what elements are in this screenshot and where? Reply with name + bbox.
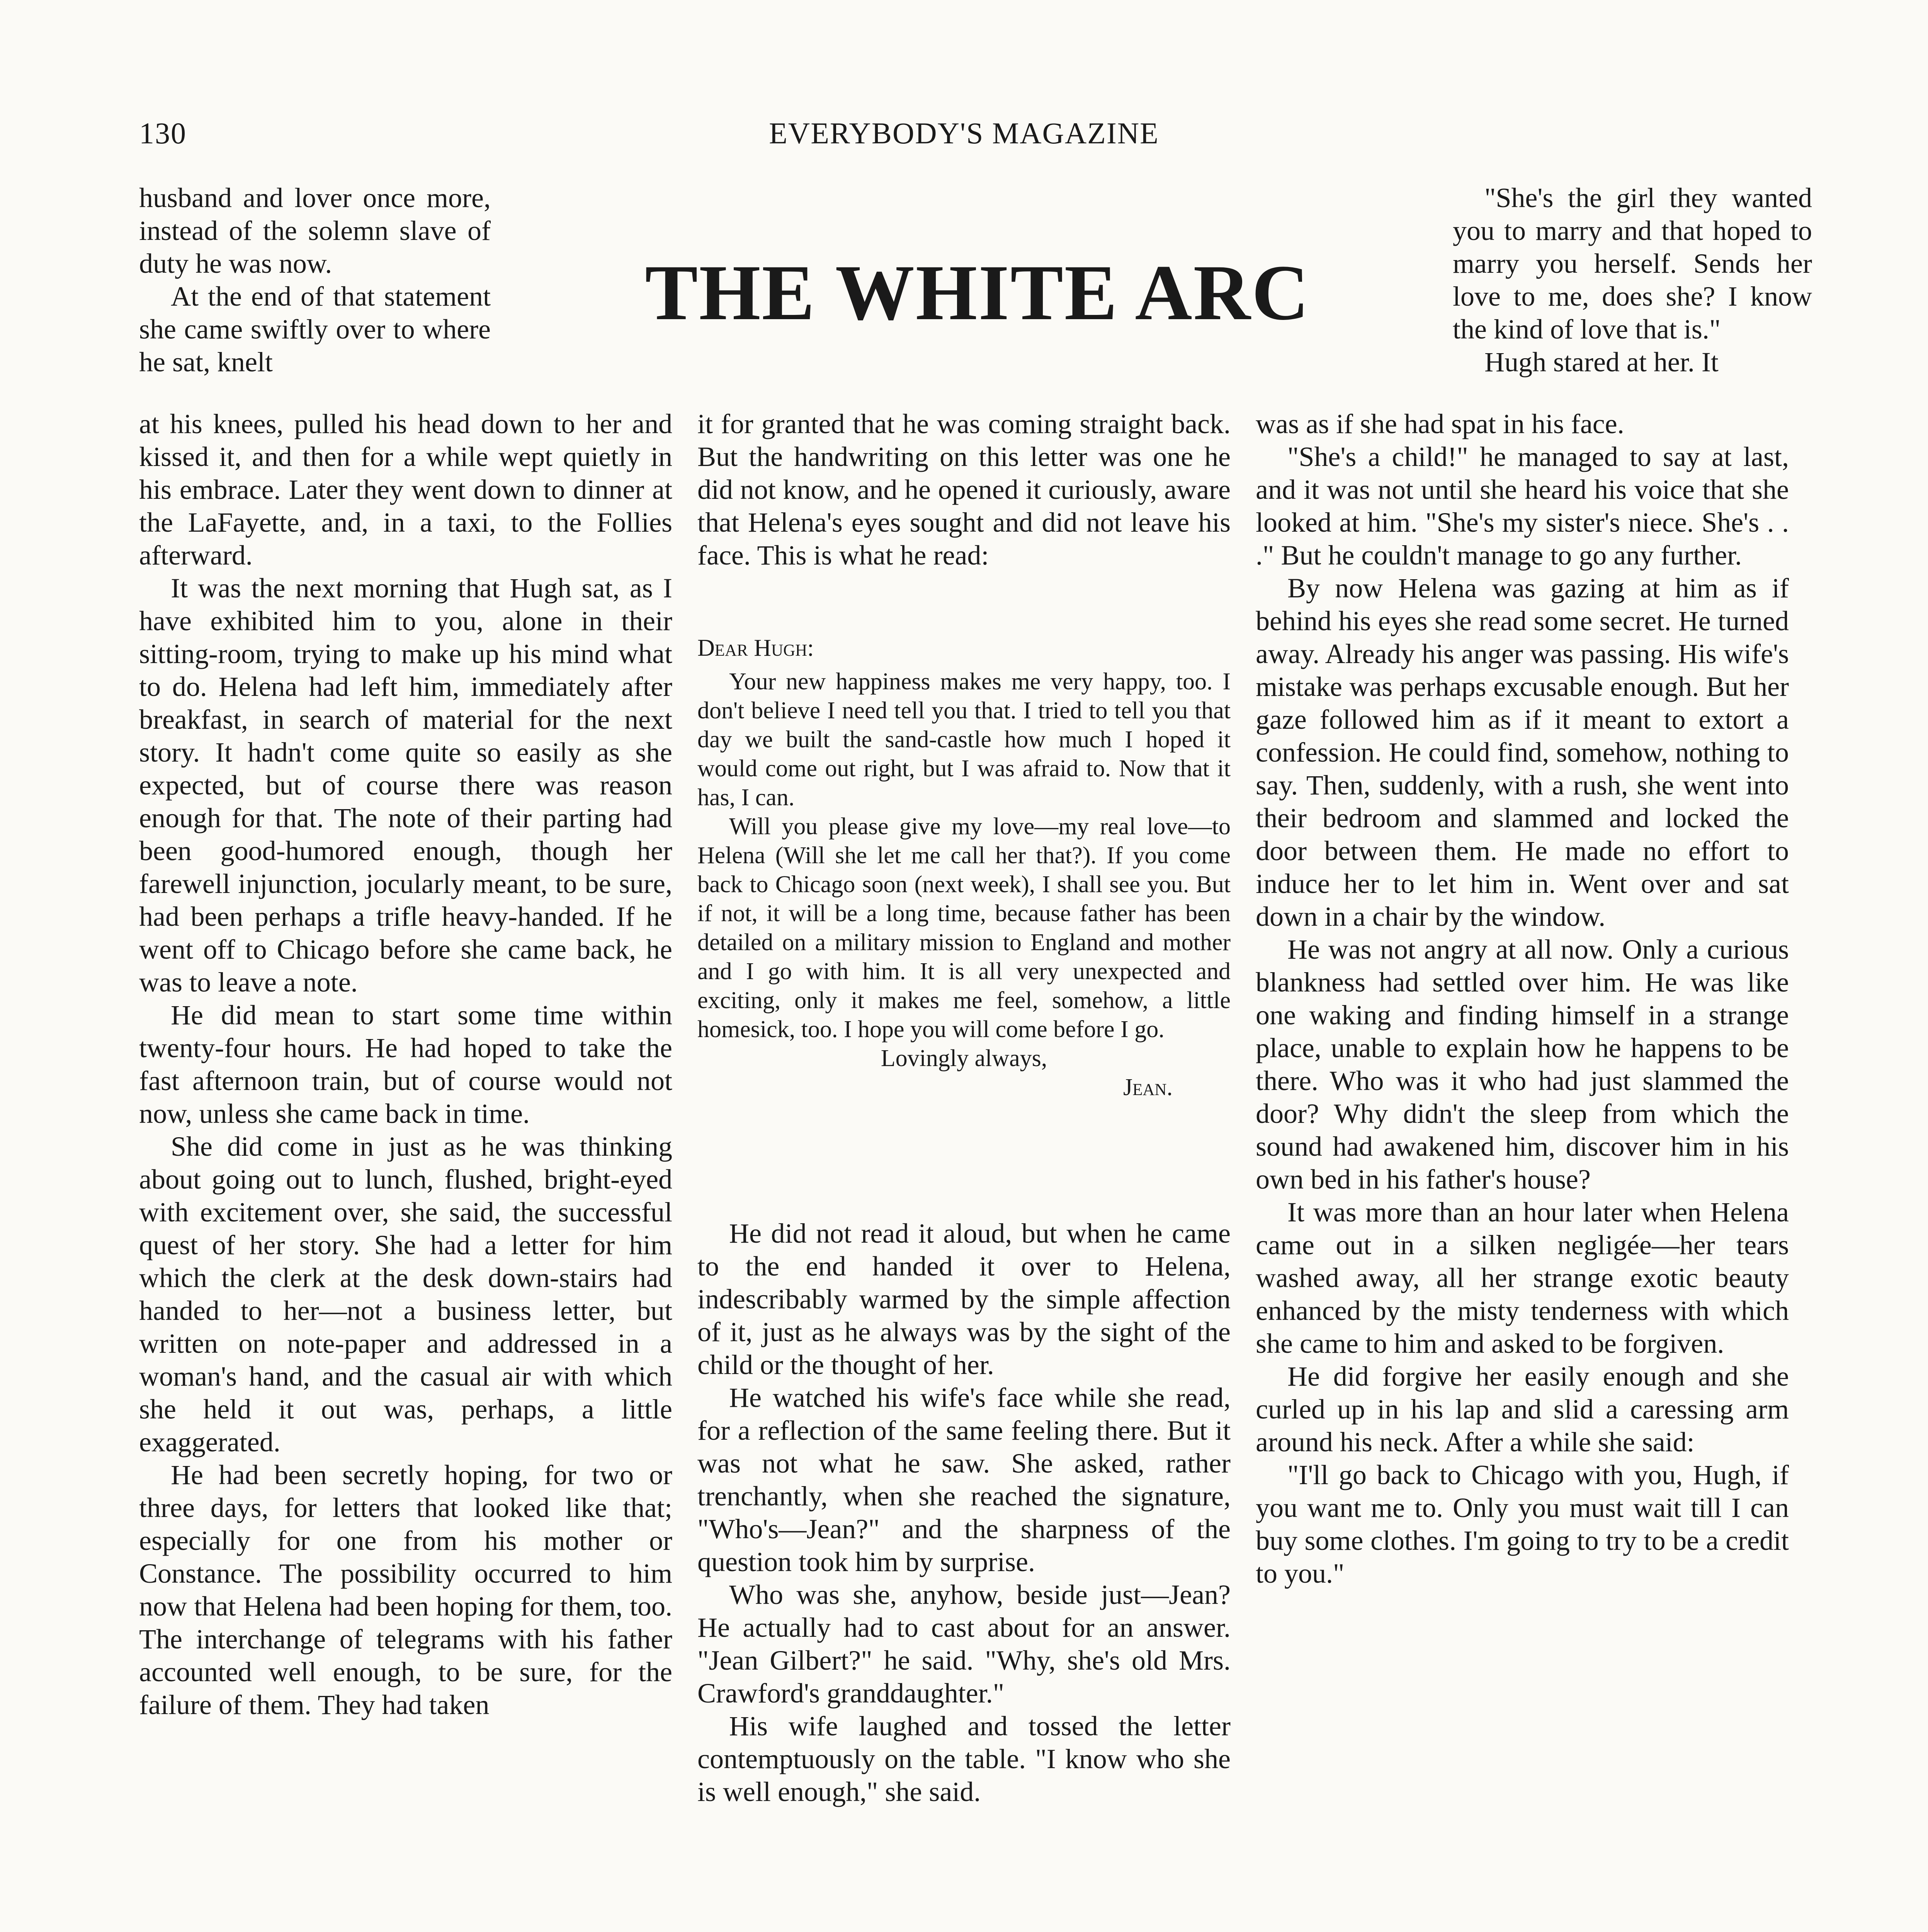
letter-salutation: Dear Hugh: [697, 635, 814, 661]
paragraph: It was more than an hour later when Helena came out in a silken negligée—her tears washed away, all her strange exotic beauty enhanced by the misty tenderness with which she came to him and asked to be forgiven. [1256, 1197, 1789, 1359]
paragraph: He had been secretly hoping, for two or three days, for letters that looked like that; especially for one from his mother or Constance. The possibility occurred to him now that Helena had been hoping for them, too. The interchange of telegrams with his father accounted well enough, to be sure, for the failure of them. They had taken [139, 1459, 672, 1720]
paragraph: He was not angry at all now. Only a curious blankness had settled over him. He was like one waking and finding himself in a strange place, unable to explain how he happens to be there. Who was it who had just slammed the door? Why didn't the sleep from which the sound had awakened him, discover him in his own bed in his father's house? [1256, 934, 1789, 1195]
column-2 [697, 408, 1231, 572]
letter-paragraph: Your new happiness makes me very happy, too. I don't believe I need tell you that. I tried to tell you that day we built the sand-castle how much I hoped it would come out right, but I was afraid to. Now that it has, I can. [697, 668, 1231, 811]
column-1-top [139, 182, 491, 379]
magazine-name: EVERYBODY'S MAGAZINE [769, 116, 1159, 150]
paragraph: it for granted that he was coming straight back. But the handwriting on this letter was one he did not know, and he opened it curiously, aware that Helena's eyes sought and did not leave his face. This is what he read: [697, 408, 1231, 571]
paragraph: He did forgive her easily enough and she curled up in his lap and slid a caressing arm around his neck. After a while she said: [1256, 1361, 1789, 1458]
letter-paragraph: Will you please give my love—my real love—to Helena (Will she let me call her that?). If you come back to Chicago soon (next week), I shall see you. But if not, it will be a long time, because father has been detailed on a military mission to England and mother and I go with him. It is all very unexpected and exciting, only it makes me feel, somehow, a little homesick, too. I hope you will come before I go. [697, 813, 1231, 1043]
paragraph: She did come in just as he was thinking about going out to lunch, flushed, bright-eyed with excitement over, she said, the successful quest of her story. She had a letter for him which the clerk at the desk down-stairs had handed to her—not a business letter, but written on note-paper and addressed in a woman's hand, and the casual air with which she held it out was, perhaps, a little exaggerated. [139, 1131, 672, 1458]
letter-signature: Jean. [1123, 1074, 1173, 1100]
column-3-top [1453, 182, 1812, 379]
paragraph: It was the next morning that Hugh sat, as I have exhibited him to you, alone in their sitting-room, trying to make up his mind what to do. Helena had left him, immediately after breakfast, in search of material for the next story. It hadn't come quite so easily as she expected, but of course there was reason enough for that. The note of their parting had been good-humored enough, though her farewell injunction, jocularly meant, to be sure, had been perhaps a trifle heavy-handed. If he went off to Chicago before she came back, he was to leave a note. [139, 573, 672, 998]
paragraph: At the end of that statement she came swiftly over to where he sat, knelt [139, 281, 491, 378]
paragraph: Hugh stared at her. It [1484, 347, 1719, 378]
paragraph: By now Helena was gazing at him as if behind his eyes she read some secret. He turned away. Already his anger was passing. His wife's mistake was perhaps excusable enough. But her gaze followed him as if it meant to extort a confession. He could find, somehow, nothing to say. Then, suddenly, with a rush, she went into their bedroom and slammed and locked the door between them. He made no effort to induce her to let him in. Went over and sat down in a chair by the window. [1256, 573, 1789, 932]
paragraph: was as if she had spat in his face. [1256, 408, 1624, 439]
paragraph: His wife laughed and tossed the letter contemptuously on the table. "I know who she is well enough," she said. [697, 1711, 1231, 1807]
paragraph: Who was she, anyhow, beside just—Jean? He actually had to cast about for an answer. "Jean Gilbert?" he said. "Why, she's old Mrs. Crawford's granddaughter." [697, 1579, 1231, 1709]
paragraph: "She's the girl they wanted you to marry and that hoped to marry you herself. Sends her love to me, does she? I know the kind of love that is." [1453, 182, 1812, 345]
paragraph: "I'll go back to Chicago with you, Hugh, if you want me to. Only you must wait till I can buy some clothes. I'm going to try to be a credit to you." [1256, 1459, 1789, 1589]
column-3 [1256, 408, 1789, 1590]
column-2-continued [697, 1217, 1231, 1808]
letter-closing: Lovingly always, [881, 1045, 1047, 1071]
paragraph: husband and lover once more, instead of the solemn slave of duty he was now. [139, 182, 491, 279]
paragraph: "She's a child!" he managed to say at last, and it was not until she heard his voice that she looked at him. "She's my sister's niece. She's . . ." But he couldn't manage to go any further. [1256, 441, 1789, 571]
article-title: THE WHITE ARC [645, 249, 1310, 337]
column-1 [139, 408, 672, 1721]
paragraph: He did mean to start some time within twenty-four hours. He had hoped to take the fast afternoon train, but of course would not now, unless she came back in time. [139, 1000, 672, 1129]
page-number: 130 [139, 116, 187, 150]
paragraph: He watched his wife's face while she read, for a reflection of the same feeling there. But it was not what he saw. She asked, rather trenchantly, when she reached the signature, "Who's—Jean?" and the sharpness of the question took him by surprise. [697, 1382, 1231, 1577]
paragraph: at his knees, pulled his head down to her and kissed it, and then for a while wept quietly in his embrace. Later they went down to dinner at the LaFayette, and, in a taxi, to the Follies afterward. [139, 408, 672, 571]
letter [697, 634, 1231, 1102]
paragraph: He did not read it aloud, but when he came to the end handed it over to Helena, indescribably warmed by the simple affection of it, just as he always was by the sight of the child or the thought of her. [697, 1218, 1231, 1380]
